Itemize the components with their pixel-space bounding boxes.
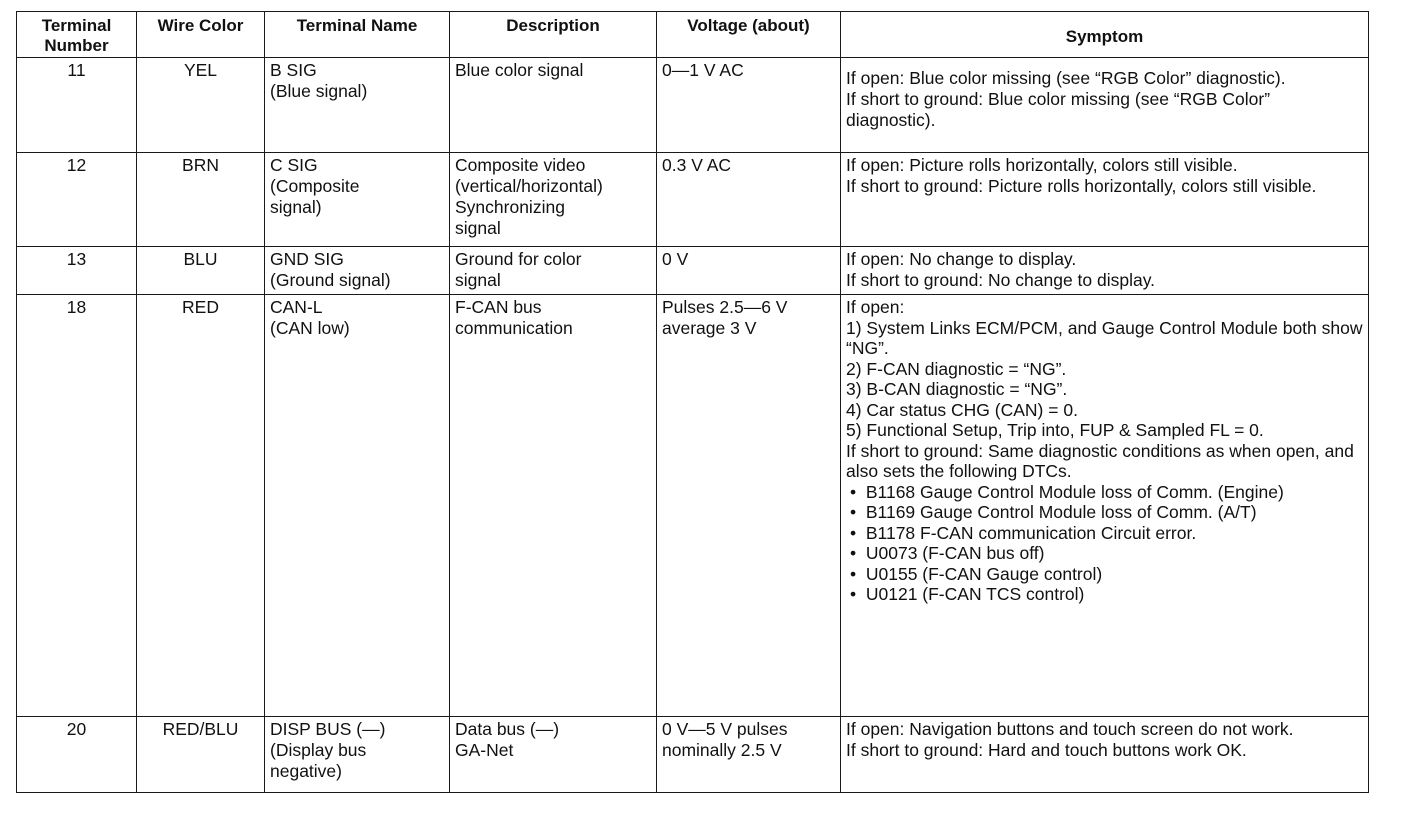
terminal-table	[16, 11, 1369, 793]
description-line: Synchronizing	[455, 197, 565, 217]
terminal-name-line: DISP BUS (—)	[270, 719, 386, 739]
terminal-name-cell	[265, 247, 450, 295]
voltage-line: 0.3 V AC	[662, 155, 732, 175]
description-line: (vertical/horizontal)	[455, 176, 603, 196]
voltage-line: average 3 V	[662, 318, 757, 338]
header-symptom: Symptom	[841, 12, 1369, 58]
dtc-list-item: • U0155 (F-CAN Gauge control)	[846, 564, 1363, 585]
terminal-name-cell	[265, 295, 450, 717]
symptom-line: If short to ground: Hard and touch buttons work OK.	[846, 740, 1247, 760]
description-cell	[450, 58, 657, 153]
description-line: Ground for color	[455, 249, 582, 269]
symptom-line: If short to ground: Blue color missing (see “RGB Color” diagnostic).	[846, 89, 1271, 130]
wire-color-cell: BLU	[137, 247, 265, 295]
description-line: signal	[455, 218, 501, 238]
terminal-name-line: (Ground signal)	[270, 270, 391, 290]
description-line: Blue color signal	[455, 60, 584, 80]
symptom-line: If short to ground: Same diagnostic conditions as when open, and also sets the following DTCs.	[846, 440, 1354, 481]
table-row	[17, 58, 1369, 153]
terminal-name-line: (CAN low)	[270, 318, 350, 338]
symptom-line: If short to ground: No change to display.	[846, 270, 1156, 290]
symptom-cell	[841, 153, 1369, 247]
description-line: Data bus (—)	[455, 719, 560, 739]
dtc-list-item: • U0073 (F-CAN bus off)	[846, 543, 1363, 564]
terminal-name-line: (Display bus	[270, 740, 367, 760]
voltage-line: 0 V	[662, 249, 689, 269]
terminal-name-line: CAN-L	[270, 297, 323, 317]
description-cell	[450, 295, 657, 717]
symptom-cell	[841, 247, 1369, 295]
header-terminal-number: Terminal Number	[17, 12, 137, 58]
description-line: communication	[455, 318, 573, 338]
symptom-line: If short to ground: Picture rolls horizontally, colors still visible.	[846, 176, 1317, 196]
dtc-list-item: • B1168 Gauge Control Module loss of Comm. (Engine)	[846, 482, 1363, 503]
wire-color-cell: RED	[137, 295, 265, 717]
terminal-number-cell: 11	[17, 58, 137, 153]
dtc-list-item: • B1178 F-CAN communication Circuit error.	[846, 523, 1363, 544]
terminal-name-cell	[265, 58, 450, 153]
description-line: Composite video	[455, 155, 586, 175]
terminal-name-cell	[265, 153, 450, 247]
symptom-line: If open:	[846, 297, 905, 317]
symptom-line: If open: Blue color missing (see “RGB Color” diagnostic).	[846, 68, 1286, 88]
voltage-line: 0—1 V AC	[662, 60, 744, 80]
dtc-list-item: • U0121 (F-CAN TCS control)	[846, 584, 1363, 605]
header-wire-color: Wire Color	[137, 12, 265, 58]
terminal-name-line: (Blue signal)	[270, 81, 368, 101]
symptom-line: 4) Car status CHG (CAN) = 0.	[846, 399, 1078, 420]
voltage-line: 0 V—5 V pulses	[662, 719, 788, 739]
symptom-cell	[841, 295, 1369, 717]
symptom-line: 2) F-CAN diagnostic = “NG”.	[846, 358, 1067, 379]
terminal-name-line: signal)	[270, 197, 322, 217]
table-row	[17, 247, 1369, 295]
terminal-name-line: negative)	[270, 761, 342, 781]
symptom-line: 3) B-CAN diagnostic = “NG”.	[846, 379, 1068, 399]
wire-color-cell: RED/BLU	[137, 717, 265, 793]
symptom-line: If open: No change to display.	[846, 249, 1077, 269]
description-cell	[450, 717, 657, 793]
table-row	[17, 153, 1369, 247]
symptom-line: 1) System Links ECM/PCM, and Gauge Control Module both show “NG”.	[846, 317, 1363, 358]
terminal-name-cell	[265, 717, 450, 793]
symptom-cell	[841, 58, 1369, 153]
terminal-name-line: GND SIG	[270, 249, 344, 269]
header-description: Description	[450, 12, 657, 58]
table-row	[17, 717, 1369, 793]
header-row	[17, 12, 1369, 58]
symptom-line: 5) Functional Setup, Trip into, FUP & Sampled FL = 0.	[846, 420, 1264, 440]
voltage-line: Pulses 2.5—6 V	[662, 297, 788, 317]
header-terminal-name: Terminal Name	[265, 12, 450, 58]
terminal-name-line: (Composite	[270, 176, 360, 196]
wire-color-cell: BRN	[137, 153, 265, 247]
wire-color-cell: YEL	[137, 58, 265, 153]
description-line: signal	[455, 270, 501, 290]
voltage-cell	[657, 295, 841, 717]
header-voltage: Voltage (about)	[657, 12, 841, 58]
symptom-line: If open: Picture rolls horizontally, colors still visible.	[846, 155, 1238, 175]
voltage-line: nominally 2.5 V	[662, 740, 782, 760]
terminal-number-cell: 12	[17, 153, 137, 247]
voltage-cell	[657, 717, 841, 793]
terminal-name-line: C SIG	[270, 155, 318, 175]
terminal-number-cell: 13	[17, 247, 137, 295]
description-line: F-CAN bus	[455, 297, 542, 317]
dtc-list-item: • B1169 Gauge Control Module loss of Comm. (A/T)	[846, 502, 1363, 523]
terminal-number-cell: 18	[17, 295, 137, 717]
description-line: GA-Net	[455, 740, 514, 760]
table-row	[17, 295, 1369, 717]
symptom-line: If open: Navigation buttons and touch screen do not work.	[846, 719, 1294, 739]
voltage-cell	[657, 153, 841, 247]
terminal-name-line: B SIG	[270, 60, 317, 80]
description-cell	[450, 247, 657, 295]
terminal-number-cell: 20	[17, 717, 137, 793]
voltage-cell	[657, 58, 841, 153]
symptom-cell	[841, 717, 1369, 793]
description-cell	[450, 153, 657, 247]
voltage-cell	[657, 247, 841, 295]
